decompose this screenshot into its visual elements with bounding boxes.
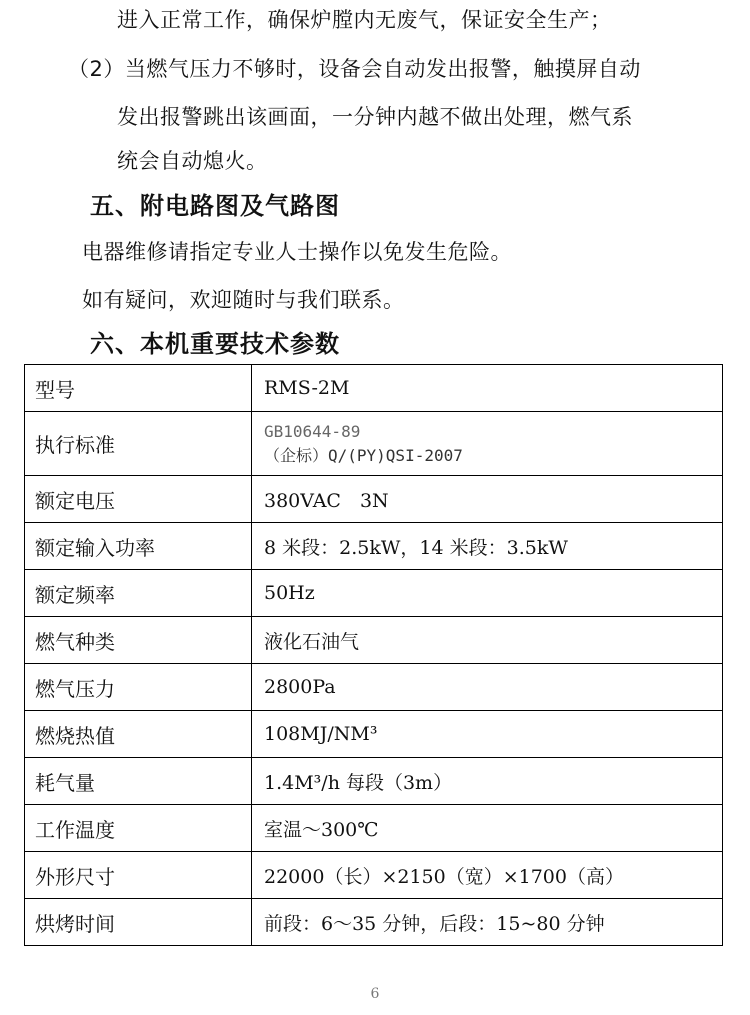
table-row <box>25 899 723 946</box>
spec-value: 室温～300℃ <box>252 805 723 852</box>
table-row <box>25 758 723 805</box>
spec-label: 型号 <box>25 365 252 412</box>
spec-value: 380VAC 3N <box>252 476 723 523</box>
table-row <box>25 476 723 523</box>
spec-label: 额定电压 <box>25 476 252 523</box>
table-row <box>25 412 723 476</box>
table-row <box>25 570 723 617</box>
spec-label: 燃气种类 <box>25 617 252 664</box>
spec-label: 额定输入功率 <box>25 523 252 570</box>
page-number: 6 <box>370 986 380 1002</box>
spec-value: 液化石油气 <box>252 617 723 664</box>
table-row <box>25 852 723 899</box>
table-row <box>25 523 723 570</box>
spec-label: 执行标准 <box>25 412 252 476</box>
paragraph-line: 进入正常工作，确保炉膛内无废气，保证安全生产； <box>117 8 612 32</box>
paragraph-line: 发出报警跳出该画面，一分钟内越不做出处理，燃气系 <box>117 105 633 129</box>
section-heading: 六、本机重要技术参数 <box>90 329 340 358</box>
paragraph-line: （2）当燃气压力不够时，设备会自动发出报警，触摸屏自动 <box>68 57 641 81</box>
spec-value: 1.4M³/h 每段（3m） <box>252 758 723 805</box>
spec-label: 燃气压力 <box>25 664 252 711</box>
spec-label: 烘烤时间 <box>25 899 252 946</box>
spec-value: RMS-2M <box>252 365 723 412</box>
spec-label: 燃烧热值 <box>25 711 252 758</box>
section-heading: 五、附电路图及气路图 <box>90 191 340 220</box>
spec-value: 50Hz <box>252 570 723 617</box>
spec-table <box>24 364 723 946</box>
paragraph-line: 统会自动熄火。 <box>117 149 268 173</box>
spec-value: 前段：6～35 分钟，后段：15~80 分钟 <box>252 899 723 946</box>
paragraph-line: 电器维修请指定专业人士操作以免发生危险。 <box>82 240 512 264</box>
spec-value <box>252 412 723 476</box>
table-row <box>25 711 723 758</box>
spec-value: 22000（长）×2150（宽）×1700（高） <box>252 852 723 899</box>
spec-label: 耗气量 <box>25 758 252 805</box>
spec-value-line: （企标）Q/(PY)QSI-2007 <box>264 445 463 465</box>
table-row <box>25 365 723 412</box>
spec-value: 2800Pa <box>252 664 723 711</box>
table-row <box>25 664 723 711</box>
spec-value: 108MJ/NM³ <box>252 711 723 758</box>
paragraph-line: 如有疑问，欢迎随时与我们联系。 <box>82 288 405 312</box>
spec-label: 额定频率 <box>25 570 252 617</box>
spec-label: 工作温度 <box>25 805 252 852</box>
table-row <box>25 617 723 664</box>
spec-value: 8 米段：2.5kW，14 米段：3.5kW <box>252 523 723 570</box>
spec-label: 外形尺寸 <box>25 852 252 899</box>
table-row <box>25 805 723 852</box>
spec-value-line: GB10644-89 <box>264 421 361 441</box>
